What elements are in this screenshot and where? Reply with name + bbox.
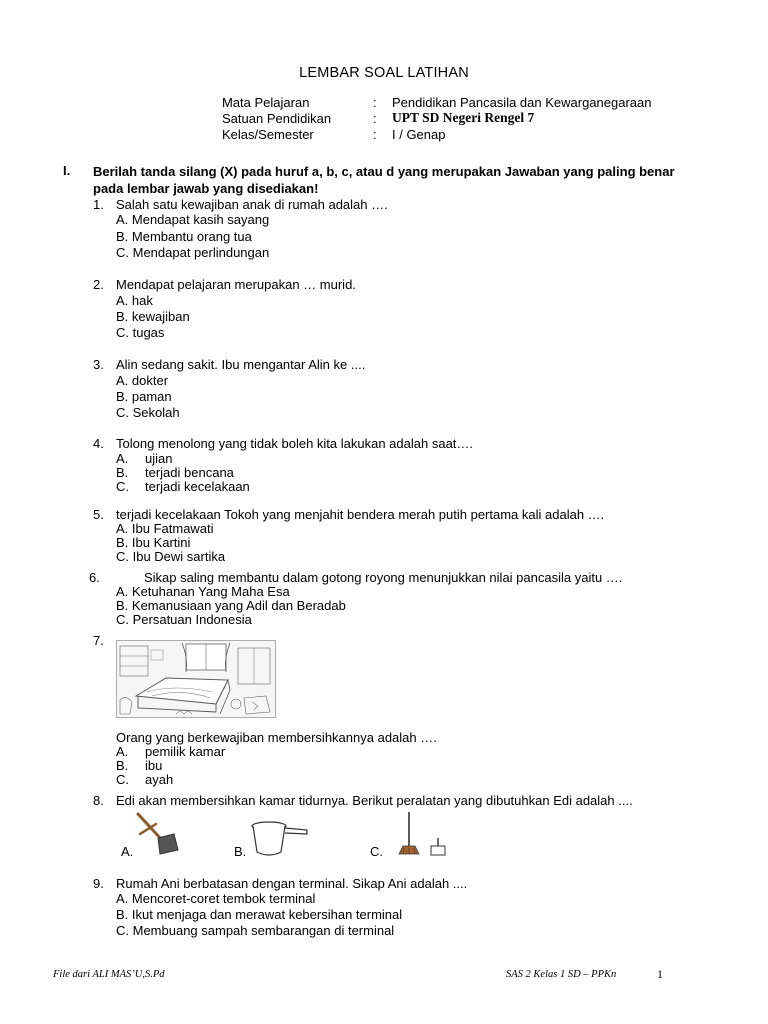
question-number: 8. — [93, 793, 104, 808]
question-text: Sikap saling membantu dalam gotong royong menunjukkan nilai pancasila yaitu …. — [144, 570, 623, 585]
info-colon: : — [373, 127, 377, 142]
info-value-subject: Pendidikan Pancasila dan Kewarganegaraan — [392, 95, 652, 110]
question-text: Mendapat pelajaran merupakan … murid. — [116, 277, 356, 292]
option: A. Mencoret-coret tembok terminal — [116, 891, 316, 906]
option-letter: B. — [116, 758, 129, 773]
option-text: ujian — [145, 451, 173, 466]
option-letter: A. — [116, 744, 129, 759]
option-letter: C. — [116, 772, 129, 787]
option: B. kewajiban — [116, 309, 190, 324]
option: A. Ketuhanan Yang Maha Esa — [116, 584, 290, 599]
section-number: I. — [63, 163, 71, 178]
option-text: terjadi kecelakaan — [145, 479, 250, 494]
info-value-school: UPT SD Negeri Rengel 7 — [392, 110, 535, 125]
question-text: Alin sedang sakit. Ibu mengantar Alin ke .... — [116, 357, 366, 372]
option: C. tugas — [116, 325, 165, 340]
question-text: Salah satu kewajiban anak di rumah adalah …. — [116, 197, 388, 212]
info-value-class: I / Genap — [392, 127, 446, 142]
question-number: 7. — [93, 633, 104, 648]
question-text: Rumah Ani berbatasan dengan terminal. Sikap Ani adalah .... — [116, 876, 468, 891]
option-letter: B. — [234, 844, 247, 859]
page-number: 1 — [657, 967, 663, 981]
pot-icon — [247, 818, 311, 858]
question-number: 6. — [89, 570, 100, 585]
option: B. paman — [116, 389, 172, 404]
info-colon: : — [373, 95, 377, 110]
info-label-school: Satuan Pendidikan — [222, 111, 332, 126]
option: B. Ibu Kartini — [116, 535, 191, 550]
question-number: 3. — [93, 357, 104, 372]
option: B. Membantu orang tua — [116, 229, 252, 244]
shovel-icon — [134, 812, 182, 856]
footer-subject: SAS 2 Kelas 1 SD – PPKn — [506, 969, 617, 980]
option: C. Ibu Dewi sartika — [116, 549, 226, 564]
question-text: terjadi kecelakaan Tokoh yang menjahit bendera merah putih pertama kali adalah …. — [116, 507, 605, 522]
option: A. Mendapat kasih sayang — [116, 212, 270, 227]
option: C. Membuang sampah sembarangan di terminal — [116, 923, 395, 938]
question-number: 4. — [93, 436, 104, 451]
footer-author: File dari ALI MAS’U,S.Pd — [53, 969, 165, 980]
question-number: 1. — [93, 197, 104, 212]
option-text: terjadi bencana — [145, 465, 234, 480]
option-letter: C. — [116, 479, 129, 494]
option-text: ibu — [145, 758, 163, 773]
option-letter: C. — [370, 844, 383, 859]
page-title: LEMBAR SOAL LATIHAN — [299, 65, 469, 81]
option-letter: A. — [121, 844, 134, 859]
question-number: 9. — [93, 876, 104, 891]
option-letter: B. — [116, 465, 129, 480]
option-text: pemilik kamar — [145, 744, 226, 759]
broom-dustpan-icon — [395, 810, 451, 858]
option: B. Kemanusiaan yang Adil dan Beradab — [116, 598, 346, 613]
option: A. hak — [116, 293, 153, 308]
info-label-subject: Mata Pelajaran — [222, 95, 310, 110]
info-label-class: Kelas/Semester — [222, 127, 314, 142]
question-text: Orang yang berkewajiban membersihkannya adalah …. — [116, 730, 437, 745]
question-number: 2. — [93, 277, 104, 292]
question-text: Edi akan membersihkan kamar tidurnya. Berikut peralatan yang dibutuhkan Edi adalah .... — [116, 793, 633, 808]
bedroom-illustration-icon — [116, 640, 276, 718]
question-text: Tolong menolong yang tidak boleh kita lakukan adalah saat…. — [116, 436, 474, 451]
info-colon: : — [373, 111, 377, 126]
option: C. Persatuan Indonesia — [116, 612, 252, 627]
option: A. dokter — [116, 373, 169, 388]
option: C. Mendapat perlindungan — [116, 245, 270, 260]
option: B. Ikut menjaga dan merawat kebersihan terminal — [116, 907, 403, 922]
section-instruction: Berilah tanda silang (X) pada huruf a, b, c, atau d yang merupakan Jawaban yang paling benar pada lembar jawab yang disediakan! — [93, 164, 675, 196]
option-letter: A. — [116, 451, 129, 466]
option: A. Ibu Fatmawati — [116, 521, 214, 536]
option: C. Sekolah — [116, 405, 180, 420]
option-text: ayah — [145, 772, 174, 787]
question-number: 5. — [93, 507, 104, 522]
